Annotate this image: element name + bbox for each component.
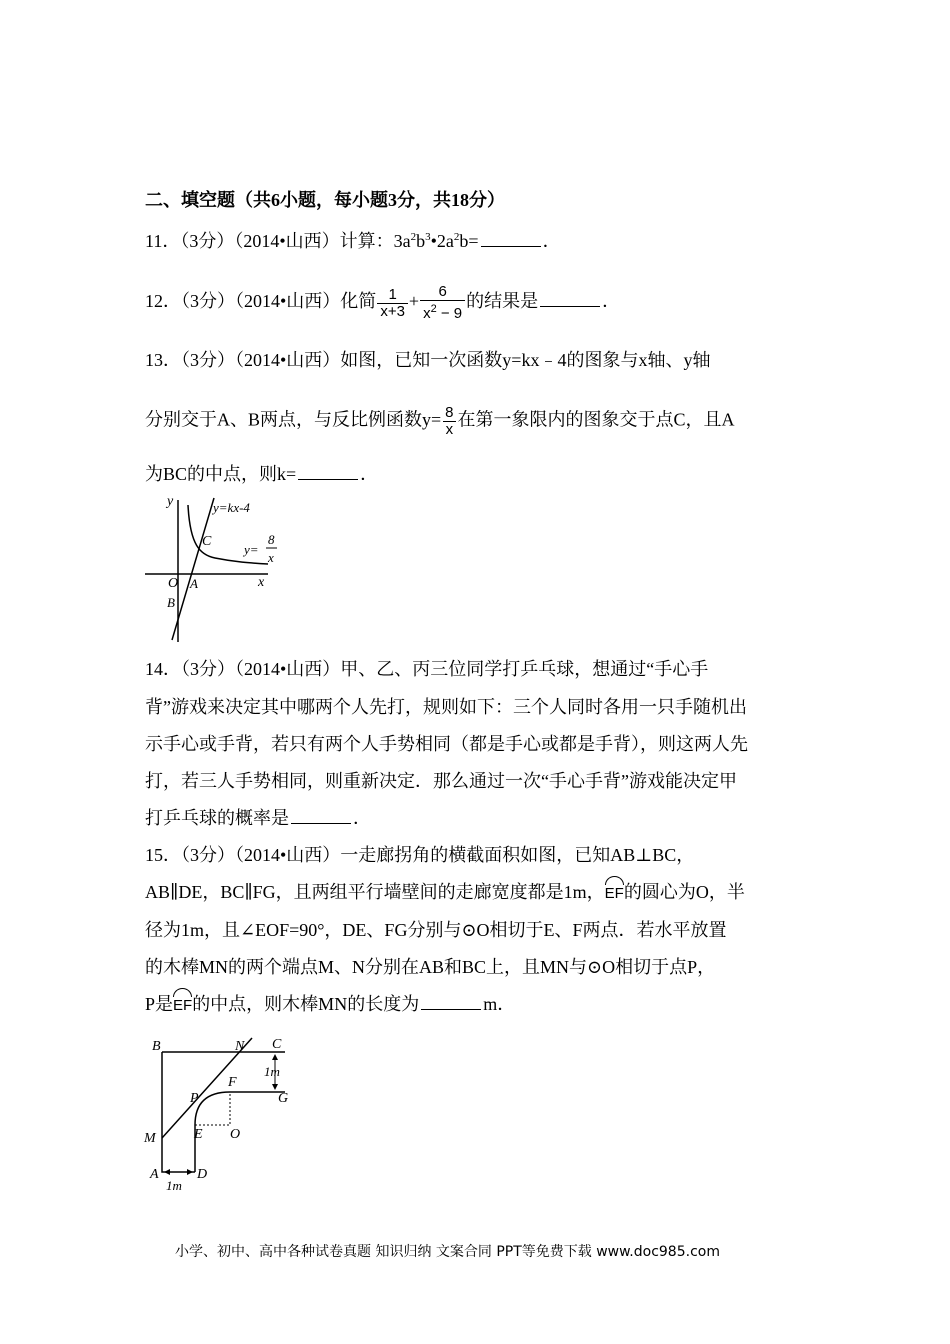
point-b-label: B bbox=[152, 1039, 161, 1054]
fraction bbox=[442, 405, 456, 438]
question-13-line2 bbox=[145, 405, 735, 438]
q13-text: 在第一象限内的图象交于点C，且A bbox=[457, 409, 735, 430]
den-exp: 2 bbox=[430, 303, 437, 315]
denominator: x bbox=[443, 421, 457, 438]
page-footer: 小学、初中、高中各种试卷真题 知识归纳 文案合同 PPT等免费下载 www.doc985.com bbox=[175, 1244, 720, 1260]
point-o-label: O bbox=[230, 1127, 241, 1142]
q15-text: AB∥DE，BC∥FG，且两组平行墙壁间的走廊宽度都是1m， bbox=[145, 882, 605, 902]
q15-text: P是 bbox=[145, 994, 174, 1014]
q11-text: b bbox=[416, 231, 426, 251]
point-g-label: G bbox=[278, 1091, 289, 1106]
corridor-figure bbox=[140, 1030, 300, 1195]
q12-text: 12．（3分）（2014•山西）化简 bbox=[145, 291, 377, 312]
point-n-label: N bbox=[235, 1039, 245, 1054]
curve-equation-label: y= bbox=[244, 542, 259, 557]
q11-text: 11．（3分）（2014•山西）计算：3a bbox=[145, 231, 411, 251]
arrow-head bbox=[164, 1169, 170, 1175]
q15-end: m． bbox=[483, 994, 516, 1014]
answer-blank bbox=[421, 993, 481, 1010]
answer-blank bbox=[291, 807, 351, 824]
point-b-label: B bbox=[167, 595, 175, 610]
function-graph-figure bbox=[140, 490, 290, 645]
numerator: 1 bbox=[388, 285, 397, 303]
arrow-head bbox=[272, 1084, 278, 1090]
q11-exp: 3 bbox=[425, 231, 431, 243]
question-14-line2: 背”游戏来决定其中哪两个人先打，规则如下：三个人同时各用一只手随机出 bbox=[145, 697, 747, 717]
question-15-line5 bbox=[145, 991, 515, 1019]
question-14-line3: 示手心或手背，若只有两个人手势相同（都是手心或都是手背），则这两人先 bbox=[145, 734, 748, 754]
q13-text: 分别交于A、B两点，与反比例函数y= bbox=[145, 409, 442, 430]
question-15-line3: 径为1m，且∠EOF=90°，DE、FG分别与⊙O相切于E、F两点．若水平放置 bbox=[145, 920, 727, 940]
answer-blank bbox=[540, 290, 600, 307]
fraction bbox=[377, 287, 408, 320]
q12-text: 的结果是 bbox=[466, 291, 539, 312]
den-x: x bbox=[423, 305, 431, 322]
outer-walls bbox=[162, 1052, 195, 1172]
q15-text: 的圆心为O，半 bbox=[623, 882, 745, 902]
point-e-label: E bbox=[194, 1127, 203, 1142]
question-14-line5 bbox=[145, 805, 371, 831]
denominator bbox=[420, 300, 465, 322]
question-14-line4: 打，若三人手势相同，则重新决定．那么通过一次“手心手背”游戏能决定甲 bbox=[145, 771, 737, 791]
q11-exp: 2 bbox=[410, 231, 417, 243]
question-12 bbox=[145, 284, 620, 322]
arrow-head bbox=[272, 1054, 278, 1060]
answer-blank bbox=[298, 463, 358, 480]
point-p-label: P bbox=[190, 1091, 199, 1106]
q11-exp: 2 bbox=[453, 231, 460, 243]
section-title: 二、填空题（共6小题，每小题3分，共18分） bbox=[145, 190, 505, 210]
arc-ef: EF bbox=[605, 881, 624, 907]
numerator: 8 bbox=[445, 404, 454, 421]
question-15-line4: 的木棒MN的两个端点M、N分别在AB和BC上，且MN与⊙O相切于点P， bbox=[145, 957, 716, 977]
answer-blank bbox=[481, 230, 541, 247]
q11-text: b= bbox=[459, 231, 479, 251]
point-a-label: A bbox=[190, 576, 198, 591]
q11-end: ． bbox=[542, 231, 561, 251]
plus-sign: + bbox=[408, 291, 420, 312]
point-c-label: C bbox=[272, 1037, 282, 1052]
q15-text: 的中点，则木棒MN的长度为 bbox=[192, 994, 420, 1014]
x-axis-label: x bbox=[258, 575, 265, 590]
question-13-line3 bbox=[145, 461, 378, 487]
arrow-head bbox=[187, 1169, 193, 1175]
q14-text: 打乒乓球的概率是 bbox=[145, 808, 289, 828]
line-equation-label: y=kx-4 bbox=[213, 500, 250, 515]
point-f-label: F bbox=[228, 1075, 237, 1090]
point-c-label: C bbox=[202, 534, 212, 549]
fraction bbox=[420, 284, 465, 322]
question-11 bbox=[145, 224, 561, 254]
width-label-bottom: 1m bbox=[166, 1178, 182, 1193]
curve-numerator: 8 bbox=[268, 532, 275, 547]
question-13-line1: 13．（3分）（2014•山西）如图，已知一次函数y=kx﹣4的图象与x轴、y轴 bbox=[145, 350, 711, 370]
q14-end: ． bbox=[353, 808, 371, 828]
point-a-label: A bbox=[150, 1167, 159, 1182]
y-axis-label: y bbox=[167, 494, 174, 509]
numerator: 6 bbox=[438, 283, 447, 300]
origin-label: O bbox=[168, 576, 179, 591]
q13-end: ． bbox=[360, 464, 379, 484]
denominator: x+3 bbox=[377, 303, 408, 320]
arc-ef: EF bbox=[173, 993, 192, 1019]
den-rest: − 9 bbox=[436, 305, 463, 322]
point-m-label: M bbox=[144, 1131, 156, 1146]
point-d-label: D bbox=[197, 1167, 208, 1182]
curve-denominator: x bbox=[268, 550, 274, 565]
question-15-line2 bbox=[145, 879, 745, 907]
question-15-line1: 15．（3分）（2014•山西）一走廊拐角的横截面积如图，已知AB⊥BC， bbox=[145, 845, 695, 865]
width-label-right: 1m bbox=[264, 1064, 280, 1079]
q11-text: •2a bbox=[430, 231, 454, 251]
q12-end: ． bbox=[602, 291, 621, 312]
question-14-line1: 14．（3分）（2014•山西）甲、乙、丙三位同学打乒乓球，想通过“手心手 bbox=[145, 659, 709, 679]
radius-lines bbox=[195, 1092, 230, 1125]
q13-text: 为BC的中点，则k= bbox=[145, 464, 297, 484]
